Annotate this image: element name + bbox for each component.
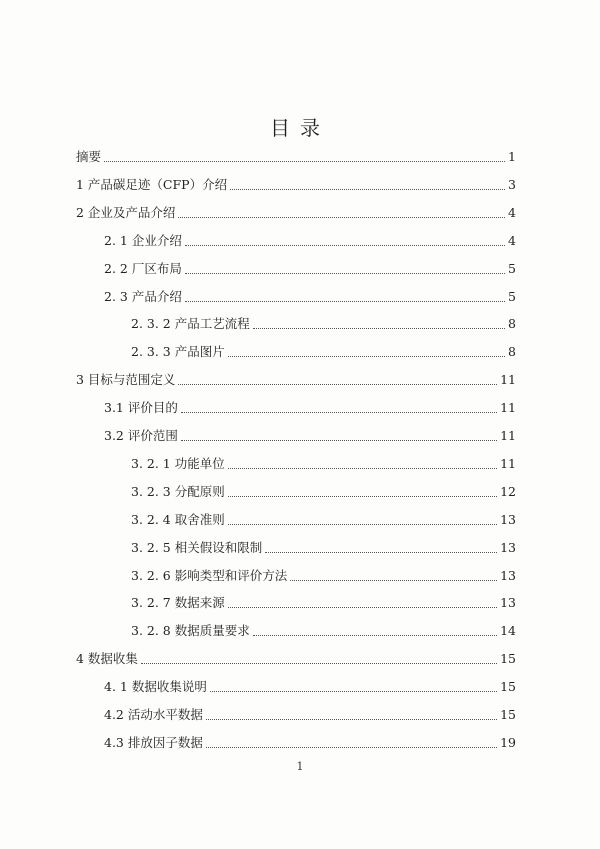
toc-entry[interactable] xyxy=(76,176,516,194)
toc-entry[interactable] xyxy=(76,371,516,389)
toc-entry-page-number: 5 xyxy=(508,261,516,276)
toc-entry-page-number: 13 xyxy=(500,595,516,610)
toc-entry-title: 3. 2. 4 取舍准则 xyxy=(131,512,225,527)
toc-entry[interactable] xyxy=(104,232,516,250)
toc-entry-page-number: 15 xyxy=(500,707,516,722)
toc-dot-leader xyxy=(228,356,505,357)
toc-entry[interactable] xyxy=(104,288,516,306)
toc-entry-title: 2. 3 产品介绍 xyxy=(104,289,182,304)
toc-dot-leader xyxy=(206,747,497,748)
toc-entry-title: 3.1 评价目的 xyxy=(104,400,178,415)
toc-entry-title: 4 数据收集 xyxy=(76,651,138,666)
toc-entry-title: 1 产品碳足迹（CFP）介绍 xyxy=(76,177,228,192)
toc-entry-page-number: 15 xyxy=(500,679,516,694)
toc-entry-title: 2. 2 厂区布局 xyxy=(104,261,182,276)
toc-entry[interactable] xyxy=(131,343,516,361)
toc-dot-leader xyxy=(185,245,505,246)
toc-dot-leader xyxy=(141,663,497,664)
toc-entry-page-number: 12 xyxy=(500,484,516,499)
toc-entry[interactable] xyxy=(104,678,516,696)
toc-entry-title: 3. 2. 5 相关假设和限制 xyxy=(131,540,263,555)
toc-entry-page-number: 4 xyxy=(508,205,516,220)
toc-entry-page-number: 5 xyxy=(508,289,516,304)
toc-entry[interactable] xyxy=(131,622,516,640)
toc-entry-page-number: 14 xyxy=(500,623,516,638)
toc-entry[interactable] xyxy=(104,399,516,417)
toc-entry-page-number: 19 xyxy=(500,735,516,750)
toc-dot-leader xyxy=(181,412,497,413)
toc-dot-leader xyxy=(228,468,497,469)
toc-entry-page-number: 4 xyxy=(508,233,516,248)
toc-entry[interactable] xyxy=(76,650,516,668)
toc-entry-title: 2. 3. 3 产品图片 xyxy=(131,344,225,359)
toc-entry[interactable] xyxy=(104,706,516,724)
toc-entry-page-number: 3 xyxy=(508,177,516,192)
toc-entry[interactable] xyxy=(131,315,516,333)
toc-entry[interactable] xyxy=(131,511,516,529)
toc-entry-title: 4.2 活动水平数据 xyxy=(104,707,203,722)
toc-entry-page-number: 15 xyxy=(500,651,516,666)
toc-dot-leader xyxy=(228,607,497,608)
toc-entry[interactable] xyxy=(76,148,516,166)
toc-dot-leader xyxy=(178,217,505,218)
toc-entry-title: 3. 2. 1 功能单位 xyxy=(131,456,225,471)
toc-entry[interactable] xyxy=(131,539,516,557)
toc-dot-leader xyxy=(253,635,497,636)
toc-dot-leader xyxy=(104,161,505,162)
toc-dot-leader xyxy=(228,524,497,525)
toc-entry[interactable] xyxy=(131,455,516,473)
toc-entry-title: 4.3 排放因子数据 xyxy=(104,735,203,750)
toc-entry[interactable] xyxy=(131,567,516,585)
toc-dot-leader xyxy=(265,552,497,553)
toc-entry-title: 4. 1 数据收集说明 xyxy=(104,679,207,694)
toc-entry-title: 3. 2. 7 数据来源 xyxy=(131,595,225,610)
toc-entry-page-number: 13 xyxy=(500,512,516,527)
toc-entry-title: 3. 2. 6 影响类型和评价方法 xyxy=(131,568,288,583)
toc-entry[interactable] xyxy=(131,594,516,612)
toc-entry-title: 2. 1 企业介绍 xyxy=(104,233,182,248)
toc-entry[interactable] xyxy=(76,204,516,222)
toc-entry-page-number: 11 xyxy=(500,456,516,471)
toc-dot-leader xyxy=(181,440,497,441)
toc-entry-title: 摘要 xyxy=(76,149,102,164)
toc-dot-leader xyxy=(178,384,497,385)
toc-entry-title: 3.2 评价范围 xyxy=(104,428,178,443)
toc-dot-leader xyxy=(253,328,505,329)
toc-dot-leader xyxy=(290,580,497,581)
toc-dot-leader xyxy=(230,189,505,190)
toc-entry-page-number: 13 xyxy=(500,568,516,583)
toc-entry-page-number: 8 xyxy=(508,344,516,359)
toc-dot-leader xyxy=(185,301,505,302)
toc-entry[interactable] xyxy=(104,427,516,445)
toc-title: 目录 xyxy=(270,116,330,140)
toc-entry-title: 3. 2. 8 数据质量要求 xyxy=(131,623,250,638)
toc-entry-page-number: 11 xyxy=(500,428,516,443)
toc-dot-leader xyxy=(185,273,505,274)
toc-entry[interactable] xyxy=(104,734,516,752)
toc-entry-page-number: 8 xyxy=(508,316,516,331)
toc-entry-title: 2 企业及产品介绍 xyxy=(76,205,176,220)
toc-dot-leader xyxy=(228,496,497,497)
toc-entry[interactable] xyxy=(131,483,516,501)
toc-entry-title: 3 目标与范围定义 xyxy=(76,372,176,387)
toc-entry-page-number: 1 xyxy=(508,149,516,164)
toc-entry-page-number: 13 xyxy=(500,540,516,555)
toc-entry-page-number: 11 xyxy=(500,372,516,387)
toc-dot-leader xyxy=(210,691,497,692)
toc-dot-leader xyxy=(206,719,497,720)
toc-entry-title: 3. 2. 3 分配原则 xyxy=(131,484,225,499)
toc-entry[interactable] xyxy=(104,260,516,278)
toc-entry-page-number: 11 xyxy=(500,400,516,415)
page-number: 1 xyxy=(296,760,304,773)
toc-entry-title: 2. 3. 2 产品工艺流程 xyxy=(131,316,250,331)
